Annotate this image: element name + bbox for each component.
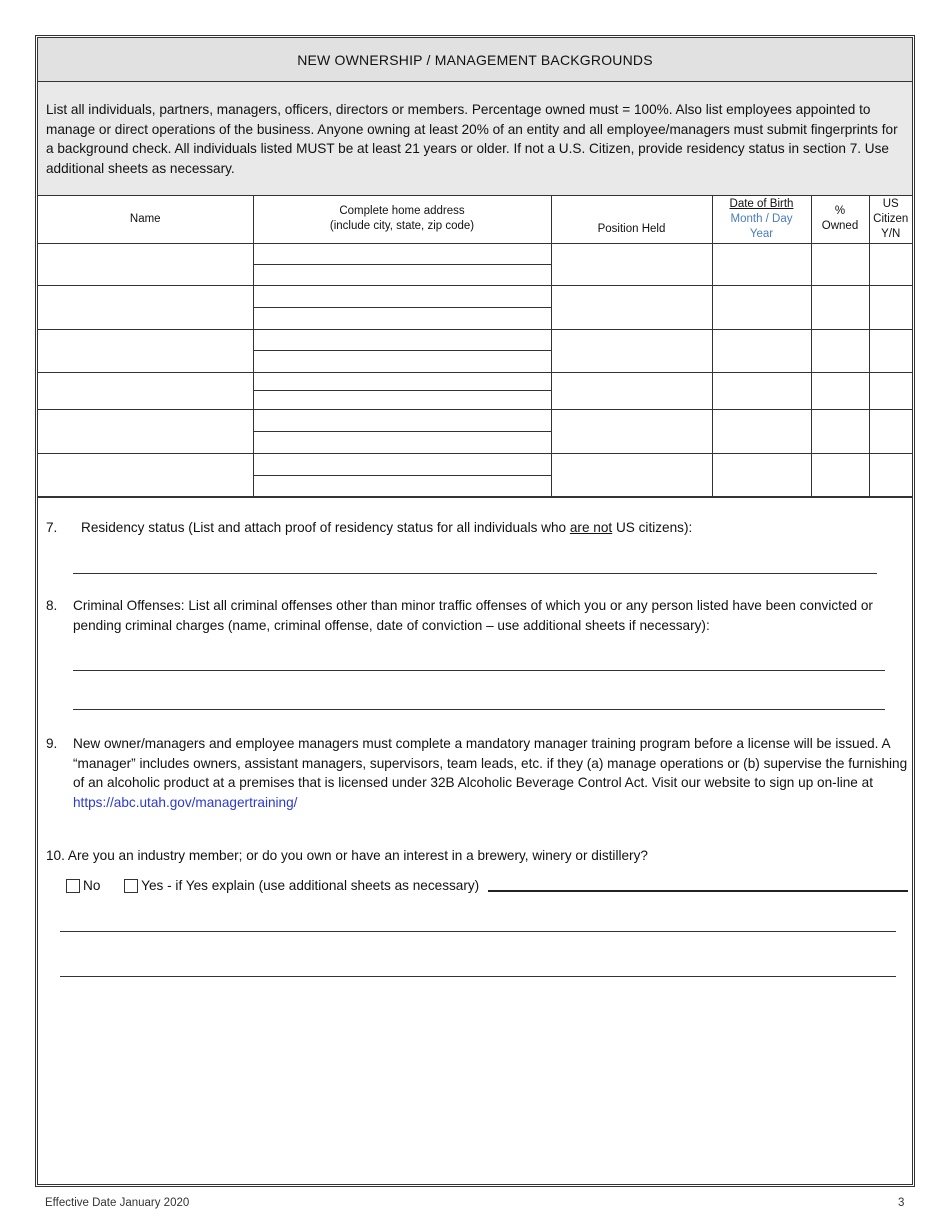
section-8-number: 8. — [46, 598, 58, 613]
position-cell[interactable] — [551, 453, 712, 497]
section-9 — [46, 734, 913, 812]
header-address — [253, 196, 551, 243]
form-title: NEW OWNERSHIP / MANAGEMENT BACKGROUNDS — [38, 38, 912, 82]
header-owned — [811, 196, 869, 243]
form-frame — [35, 35, 915, 1187]
name-cell[interactable] — [38, 243, 253, 285]
no-checkbox[interactable] — [66, 879, 80, 893]
citizen-cell[interactable] — [869, 453, 912, 497]
position-cell[interactable] — [551, 409, 712, 453]
section-8-answer-line[interactable] — [73, 670, 885, 671]
header-citizen-line3: Y/N — [881, 227, 901, 240]
table-row — [38, 285, 912, 329]
section-7-text: Residency status (List and attach proof of residency status for all individuals who are not US citizens): — [81, 520, 693, 535]
owned-cell[interactable] — [811, 285, 869, 329]
section-10-options — [66, 876, 479, 896]
header-position: Position Held — [551, 196, 712, 243]
section-10-question: 10. Are you an industry member; or do you own or have an interest in a brewery, winery or distillery? — [46, 848, 648, 863]
position-cell[interactable] — [551, 285, 712, 329]
table-row — [38, 329, 912, 372]
table-row — [38, 372, 912, 409]
header-name: Name — [38, 196, 253, 243]
citizen-cell[interactable] — [869, 409, 912, 453]
explain-extra-line[interactable] — [60, 976, 896, 977]
position-cell[interactable] — [551, 243, 712, 285]
position-cell[interactable] — [551, 372, 712, 409]
dob-cell[interactable] — [712, 285, 811, 329]
address-cell[interactable] — [253, 372, 551, 409]
name-cell[interactable] — [38, 372, 253, 409]
citizen-cell[interactable] — [869, 285, 912, 329]
dob-cell[interactable] — [712, 409, 811, 453]
table-divider — [38, 496, 912, 497]
citizen-cell[interactable] — [869, 329, 912, 372]
dob-cell[interactable] — [712, 243, 811, 285]
address-cell[interactable] — [253, 409, 551, 453]
header-owned-line2: Owned — [821, 220, 859, 233]
name-cell[interactable] — [38, 285, 253, 329]
explain-line[interactable] — [488, 890, 908, 892]
header-citizen-line2: Citizen — [873, 212, 909, 225]
header-dob — [712, 196, 811, 243]
section-7-answer-line[interactable] — [73, 573, 877, 574]
name-cell[interactable] — [38, 409, 253, 453]
name-cell[interactable] — [38, 329, 253, 372]
owned-cell[interactable] — [811, 453, 869, 497]
explain-extra-line[interactable] — [60, 931, 896, 932]
header-dob-year: Year — [749, 227, 774, 240]
table-row — [38, 409, 912, 453]
section-8 — [46, 596, 913, 635]
section-7-number: 7. — [46, 520, 58, 535]
section-9-text: New owner/managers and employee managers must complete a mandatory manager training program before a license will be issued. A “manager” includes owners, assistant managers, supervisors, team leads, etc. if they (a) manage operations or (b) supervise the furnishing of an alcoholic product at a premises that is licensed under 32B Alcoholic Beverage Control Act. Visit our website to sign up on-line at https://abc.utah.gov/managertraining/ — [73, 736, 908, 810]
header-dob-month-day: Month / Day — [730, 212, 793, 225]
header-dob-label: Date of Birth — [729, 197, 794, 210]
header-address-line1: Complete home address — [339, 205, 465, 218]
header-citizen — [869, 196, 912, 243]
section-8-text: Criminal Offenses: List all criminal offenses other than minor traffic offenses of which you or any person listed have been convicted or pending criminal charges (name, criminal offense, date of conviction – use additional sheets if necessary): — [73, 598, 873, 633]
header-citizen-line1: US — [882, 197, 899, 210]
header-address-line2: (include city, state, zip code) — [329, 220, 475, 233]
dob-cell[interactable] — [712, 372, 811, 409]
address-cell[interactable] — [253, 243, 551, 285]
table-header-row — [38, 196, 912, 243]
owned-cell[interactable] — [811, 409, 869, 453]
address-cell[interactable] — [253, 329, 551, 372]
table-row — [38, 453, 912, 497]
yes-checkbox[interactable] — [124, 879, 138, 893]
owned-cell[interactable] — [811, 329, 869, 372]
header-owned-line1: % — [834, 205, 846, 218]
backgrounds-table — [38, 196, 912, 498]
citizen-cell[interactable] — [869, 372, 912, 409]
section-9-number: 9. — [46, 736, 58, 751]
position-cell[interactable] — [551, 329, 712, 372]
address-cell[interactable] — [253, 285, 551, 329]
intro-text: List all individuals, partners, managers, officers, directors or members. Percentage owned must = 100%. Also list employees appointed to manage or direct operations of the business. Anyone owning at least 20% of an entity and all employee/managers must submit fingerprints for a background check. All individuals listed MUST be at least 21 years or older. If not a U.S. Citizen, provide residency status in section 7. Use additional sheets as necessary. — [38, 82, 912, 196]
citizen-cell[interactable] — [869, 243, 912, 285]
effective-date: Effective Date January 2020 — [45, 1197, 190, 1209]
address-cell[interactable] — [253, 453, 551, 497]
name-cell[interactable] — [38, 453, 253, 497]
yes-label: Yes - if Yes explain (use additional sheets as necessary) — [141, 878, 480, 893]
dob-cell[interactable] — [712, 329, 811, 372]
no-label: No — [83, 878, 101, 893]
owned-cell[interactable] — [811, 243, 869, 285]
table-row — [38, 243, 912, 285]
manager-training-link[interactable]: https://abc.utah.gov/managertraining/ — [73, 794, 298, 810]
owned-cell[interactable] — [811, 372, 869, 409]
dob-cell[interactable] — [712, 453, 811, 497]
page-number: 3 — [898, 1197, 905, 1209]
section-8-answer-line[interactable] — [73, 709, 885, 710]
